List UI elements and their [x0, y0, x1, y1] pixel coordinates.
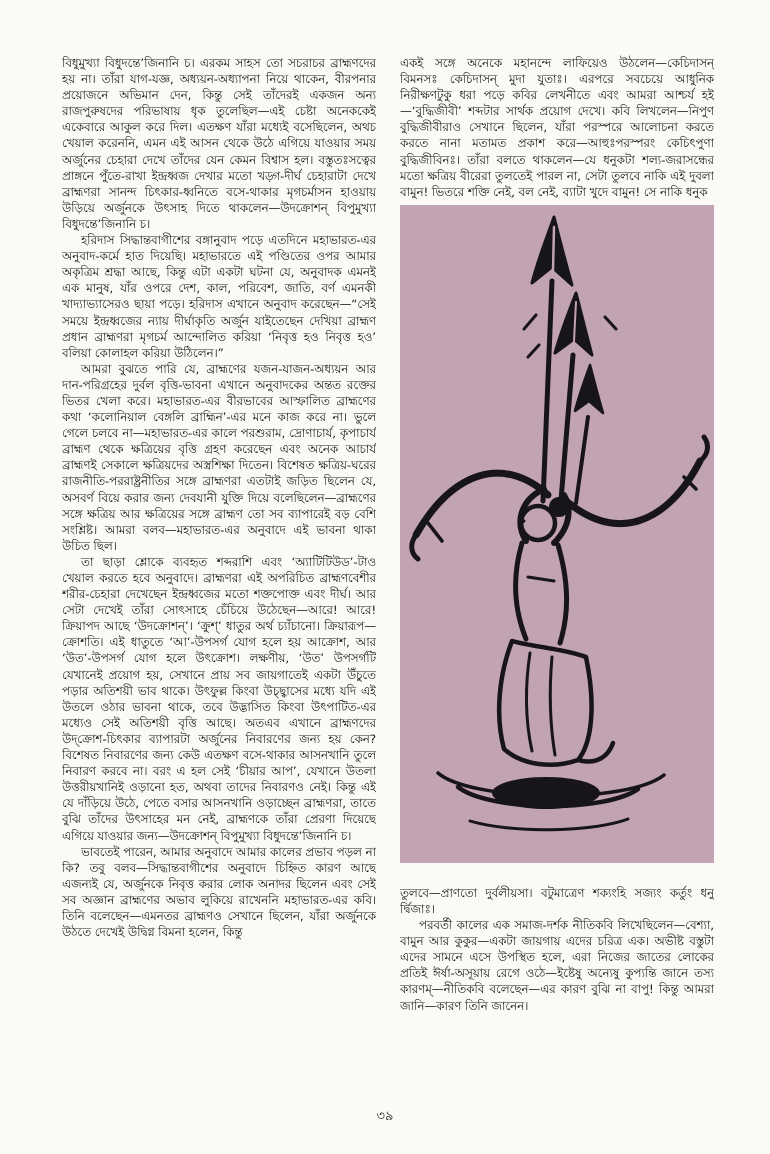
paragraph: পরবর্তী কালের এক সমাজ-দর্শক নীতিকবি লিখেছিলেন—বেশ্যা, বামুন আর কুকুর—একটা জায়গায় এদের চরিত্র এক। অভীষ্ট বস্তুটা এদের সামনে এসে উপস্থিত হলে, এরা নিজের জাতের লোকের প্রতিই ঈর্ষা-অসূয়ায় রেগে ওঠে—ইষ্টেষু অন্যেষু কুপ্যন্তি জানে তস্য কারণম্‌—নীতিকবি বলেছেন—এর কারণ বুঝি না বাপু! কিন্তু আমরা জানি—কারণ তিনি জানেন। — [400, 918, 714, 1013]
paragraph: ভাবতেই পারেন, আমার অনুবাদে আমার কালের প্রভাব পড়ল না কি? তবু বলব—সিদ্ধান্তবাগীশের অনুবাদে চিহ্নিত কারণ আছে এজন্যই যে, অর্জুনকে নিবৃত্ত করার লোক অনাদর ছিলেন এবং সেই সব অজ্ঞান ব্রাহ্মণের অভাব লুকিয়ে রাখেননি মহাভারত-এর কবি। তিনি বলেছেন—এমনতর ব্রাহ্মণও সেখানে ছিলেন, যাঁরা অর্জুনকে উঠতে দেখেই উদ্বিগ্ন বিমনা হলেন, কিন্তু — [62, 844, 376, 940]
paragraph: তা ছাড়া শ্লোকে ব্যবহৃত শব্দরাশি এবং ‘অ্যাটিটিউড’-টাও খেয়াল করতে হবে অনুবাদে। ব্রাহ্মণরা এই অপরিচিত ব্রাহ্মণবেশীর শরীর-চেহারা দেখেছেন ইন্দ্রধ্বজের মতো শক্তপোক্ত এবং দীর্ঘ। আর সেটা দেখেই তাঁরা সোৎসাহে চেঁচিয়ে উঠেছেন—আরে! আরে! ক্রিয়াপদ আছে ‘উদক্রোশন্‌’। ‘ক্রুশ্‌’ ধাতুর অর্থ চ্যাঁচানো। ক্রিয়ারূপ—ক্রোশতি। এই ধাতুতে ‘আ’-উপসর্গ যোগ হলে হয় আক্রোশ, আর ‘উত’-উপসর্গ যোগ হলে উৎক্রোশ। লক্ষণীয়, ‘উত’ উপসর্গটি যেখানেই প্রয়োগ হয়, সেখানে প্রায় সব জায়গাতেই একটা উঁচুতে পড়ার অতিশয়ী ভাব থাকে। উৎফুল্ল কিংবা উচ্ছ্বাসের মধ্যে যদি এই উতলে ওঠার ভাবনা থাকে, তবে উদ্ভাসিত কিংবা উৎপাটিত-এর মধ্যেও সেই অতিশয়ী বৃত্তি আছে। অতএব এখানে ব্রাহ্মণদের উদ্‌ক্রোশ-চিৎকার ব্যাপারটা অর্জুনের নিবারণের জন্য হয় কেন? বিশেষত নিবারণের জন্য কেউ এতক্ষণ বসে-থাকার আসনখানি তুলে নিবারণ করবে না। বরং এ হল সেই ‘চীয়ার আপ’, যেখানে উতলা উত্তরীয়খানিই ওড়ানো হত, অথবা তাদের নিবারণও নেই। কিন্তু এই যে দাঁড়িয়ে উঠে, পেতে বসার আসনখানি ওড়াচ্ছেন ব্রাহ্মণরা, তাতে বুঝি তাঁদের উৎসাহের মন নেই, ব্রাহ্মণকে তাঁরা প্রেরণা দিয়েছে এগিয়ে যাওয়ার জন্য—উদক্রোশন্‌ বিপুমুখ্যা বিধুদন্তে’জিনানি চ। — [62, 554, 376, 843]
paragraph: আমরা বুঝতে পারি যে, ব্রাহ্মণের যজন-যাজন-অধ্যয়ন আর দান-পরিগ্রহের দুর্বল বৃত্তি-ভাবনা এখানে অনুবাদকের অন্তত রক্তের ভিতর খেলা করে। মহাভারত-এর বীরভাবের আস্ফালিত ব্রাহ্মণের কথা ‘কলোনিয়াল বেঙ্গলি ব্রাহ্মিন’-এর মনে কাজ করে না। ভুলে গেলে চলবে না—মহাভারত-এর কালে পরশুরাম, দ্রোণাচার্য, কৃপাচার্য ব্রাহ্মণ থেকে ক্ষত্রিয়ের বৃত্তি গ্রহণ করেছেন এবং অনেক আচার্য ব্রাহ্মণই সেকালে ক্ষত্রিয়দের অস্ত্রশিক্ষা দিতেন। বিশেষত ক্ষত্রিয়-ঘরের রাজনীতি-পররাষ্ট্রনীতির সঙ্গে ব্রাহ্মণরা এতটাই জড়িত ছিলেন যে, অসবর্ণ বিয়ে করার জন্য দেবযানী যুক্তি দিয়ে বলেছিলেন—ব্রাহ্মণের সঙ্গে ক্ষত্রিয় আর ক্ষত্রিয়ের সঙ্গে ব্রাহ্মণ তো সব ব্যাপারেই বড় বেশি সংশ্লিষ্ট। আমরা বলব—মহাভারত-এর অনুবাদে এই ভাবনা থাকা উচিত ছিল। — [62, 361, 376, 553]
text-columns — [62, 55, 714, 1101]
paragraph: হরিদাস সিদ্ধান্তবাগীশের বঙ্গানুবাদ পড়ে এতদিনে মহাভারত-এর অনুবাদ-কর্মে হাত দিয়েছি। মহাভারতে এই পণ্ডিতের ওপর আমার অকৃত্রিম শ্রদ্ধা আছে, কিন্তু এটা একটা ঘটনা যে, অনুবাদক এমনই এক মানুষ, যাঁর ওপরে দেশ, কাল, পরিবেশ, জাতি, বর্ণ এমনকী খাদ্যাভ্যাসেরও ছায়া পড়ে। হরিদাস এখানে অনুবাদ করেছেন—“সেই সময়ে ইন্দ্রধ্বজের ন্যায় দীর্ঘাকৃতি অর্জুন যাইতেছেন দেখিয়া ব্রাহ্মণ প্রধান ব্রাহ্মণরা মৃগচর্ম আন্দোলিত করিয়া ‘নিবৃত্ত হও নিবৃত্ত হও’ বলিয়া কোলাহল করিয়া উঠিলেন।” — [62, 233, 376, 360]
paragraph: বিধুমুখ্যা বিধুদন্তে’জিনানি চ। এরকম সাহস তো সচরাচর ব্রাহ্মণদের হয় না। তাঁরা যাগ-যজ্ঞ, অধ্যয়ন-অধ্যাপনা নিয়ে থাকেন, বীরপনার প্রয়োজনে অভিমান দেন, কিন্তু সেই তাঁদেরই একজন অন্য রাজপুরুষদের পরিভাষায় ধৃক তুলেছিল—এই চেষ্টা অনেককেই একেবারে আকুল করে দিল। এতক্ষণ যাঁরা মধ্যেই বসেছিলেন, অথচ খেয়াল করেননি, এমন এই আসন থেকে উঠে এগিয়ে যাওয়ার সময় অর্জুনের চেহারা দেখে তাঁদের যেন কেমন বিশ্বাস হল। বস্তুতঃসত্বের প্রাঙ্গনে পুঁতে-রাখা ইন্দ্রধ্বজ দেখার মতো খড়্গ-দীর্ঘ চেহারাটা দেখে ব্রাহ্মণরা সানন্দ চিৎকার-ধ্বনিতে বসে-থাকার মৃগচর্মাসন হাওয়ায় উড়িয়ে অর্জুনকে উৎসাহ দিতে থাকলেন—উদক্রোশন্‌ বিপুমুখ্যা বিধুদন্তে’জিনানি চ। — [62, 56, 376, 231]
illustration-arjuna-lifting-bow — [400, 205, 714, 863]
arjuna-bow-drawing — [400, 205, 714, 863]
page-number: ৩৯ — [376, 1109, 394, 1124]
paragraph: একই সঙ্গে অনেকে মহানন্দে লাফিয়েও উঠলেন—কেচিদাসন্‌ বিমনসঃ কেচিদাসন্‌ মুদা যুতাঃ। এরপরে সবচেয়ে আধুনিক নিরীক্ষণটুকু ধরা পড়ে কবির লেখনীতে এবং আমরা আশ্চর্য হই—‘বুদ্ধিজীবী’ শব্দটার সার্থক প্রয়োগ দেখে। কবি লিখলেন—নিপুণ বুদ্ধিজীবীরাও সেখানে ছিলেন, যাঁরা পরস্পরে আলোচনা করতে করতে নানা মতামত প্রকাশ করে—আহুঃপরস্পরং কেচিৎপুণা বুদ্ধিজীবিনঃ। তাঁরা বলতে থাকলেন—যে ধনুকটা শল্য-জরাসন্ধের মতো ক্ষত্রিয় বীরেরা তুলতেই পারল না, সেটা তুলবে নাকি এই দুবলা বামুন! ভিতরে শক্তি নেই, বল নেই, ব্যাটা খুদে বামুন! সে নাকি ধনুক — [400, 56, 714, 199]
right-column — [400, 55, 714, 1101]
left-column — [62, 55, 376, 1101]
paragraph: তুলবে—প্রাণতো দুর্বলীয়সা। বটুমাত্রেণ শক্যংহি সজ্যং কর্তুং ধনু র্দ্বিজাঃ। — [400, 885, 714, 916]
